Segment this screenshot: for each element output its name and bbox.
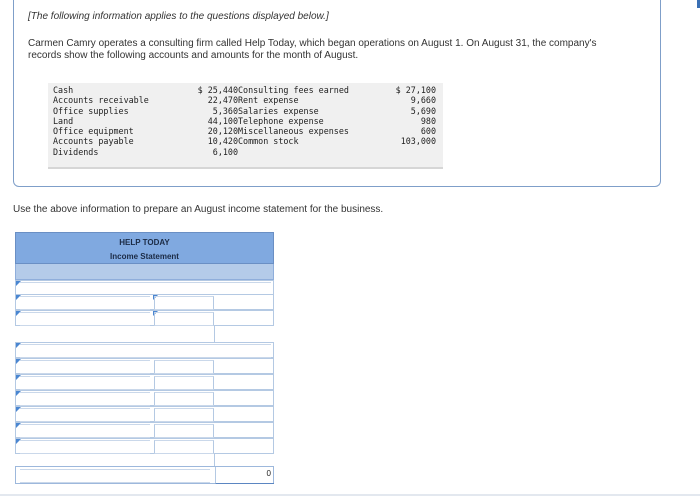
expense-row [15,358,274,374]
account-value: $ 25,440 [197,85,238,95]
account-name: Accounts receivable [53,95,149,106]
statement-date-row [15,264,274,280]
account-name: Office equipment [53,126,134,137]
account-value: 5,360 [212,105,238,116]
page-bottom-divider [0,494,700,496]
accounts-right-names [238,85,349,147]
revenue-amount-input[interactable] [154,296,214,310]
expense-row [15,374,274,390]
accounts-left-names [53,85,149,157]
account-name: Telephone expense [238,115,324,126]
income-statement-form [15,232,274,486]
revenue-account-select[interactable] [20,296,150,310]
problem-paragraph: Carmen Camry operates a consulting firm called Help Today, which began operations on August 1. On August 31, the company's records show the following accounts and amounts for the month of August. [28,38,597,61]
account-name: Cash [53,85,74,95]
account-value: $ 27,100 [395,85,436,95]
revenue-amount-input[interactable] [154,312,214,326]
account-name: Rent expense [238,95,299,106]
accounts-table [48,83,443,169]
account-value: 600 [420,126,436,137]
expense-amount-input[interactable] [154,424,214,438]
expense-amount-input[interactable] [154,440,214,454]
account-name: Accounts payable [53,136,134,147]
account-value: 9,660 [410,95,436,106]
expense-row [15,406,274,422]
statement-header [15,232,274,264]
section-heading-row [15,342,274,358]
revenue-row [15,294,274,310]
total-row [15,466,274,484]
expense-amount-input[interactable] [154,392,214,406]
account-name: Miscellaneous expenses [238,126,349,137]
expense-row [15,438,274,454]
account-value: 44,100 [207,115,238,126]
total-amount: 0 [266,469,271,478]
expense-row [15,390,274,406]
account-name: Office supplies [53,105,129,116]
account-value: 20,120 [207,126,238,137]
account-name: Consulting fees earned [238,85,349,95]
account-value: 5,690 [410,105,436,116]
expense-amount-input[interactable] [154,408,214,422]
expense-amount-input[interactable] [154,376,214,390]
company-name: HELP TODAY [119,238,170,247]
expense-account-select[interactable] [20,424,150,438]
intro-note: [The following information applies to the questions displayed below.] [28,11,329,22]
total-amount-cell [215,467,274,484]
expense-row [15,422,274,438]
accounts-left-values [166,85,238,157]
expenses-heading-select[interactable] [20,344,271,358]
account-value: 22,470 [207,95,238,106]
expense-account-select[interactable] [20,360,150,374]
expense-amount-input[interactable] [154,360,214,374]
expense-account-select[interactable] [20,376,150,390]
account-name: Dividends [53,146,99,157]
revenue-row [15,310,274,326]
accounts-right-values [366,85,436,147]
total-label-select[interactable] [20,469,210,483]
expense-account-select[interactable] [20,440,150,454]
expense-account-select[interactable] [20,408,150,422]
account-name: Common stock [238,136,299,147]
account-value: 980 [420,115,436,126]
statement-title: Income Statement [110,252,179,261]
revenue-account-select[interactable] [20,312,150,326]
expense-account-select[interactable] [20,392,150,406]
account-value: 6,100 [212,146,238,157]
account-name: Land [53,115,74,126]
question-prompt: Use the above information to prepare an August income statement for the business. [13,204,384,215]
account-name: Salaries expense [238,105,319,116]
account-value: 10,420 [207,136,238,147]
account-value: 103,000 [400,136,436,147]
